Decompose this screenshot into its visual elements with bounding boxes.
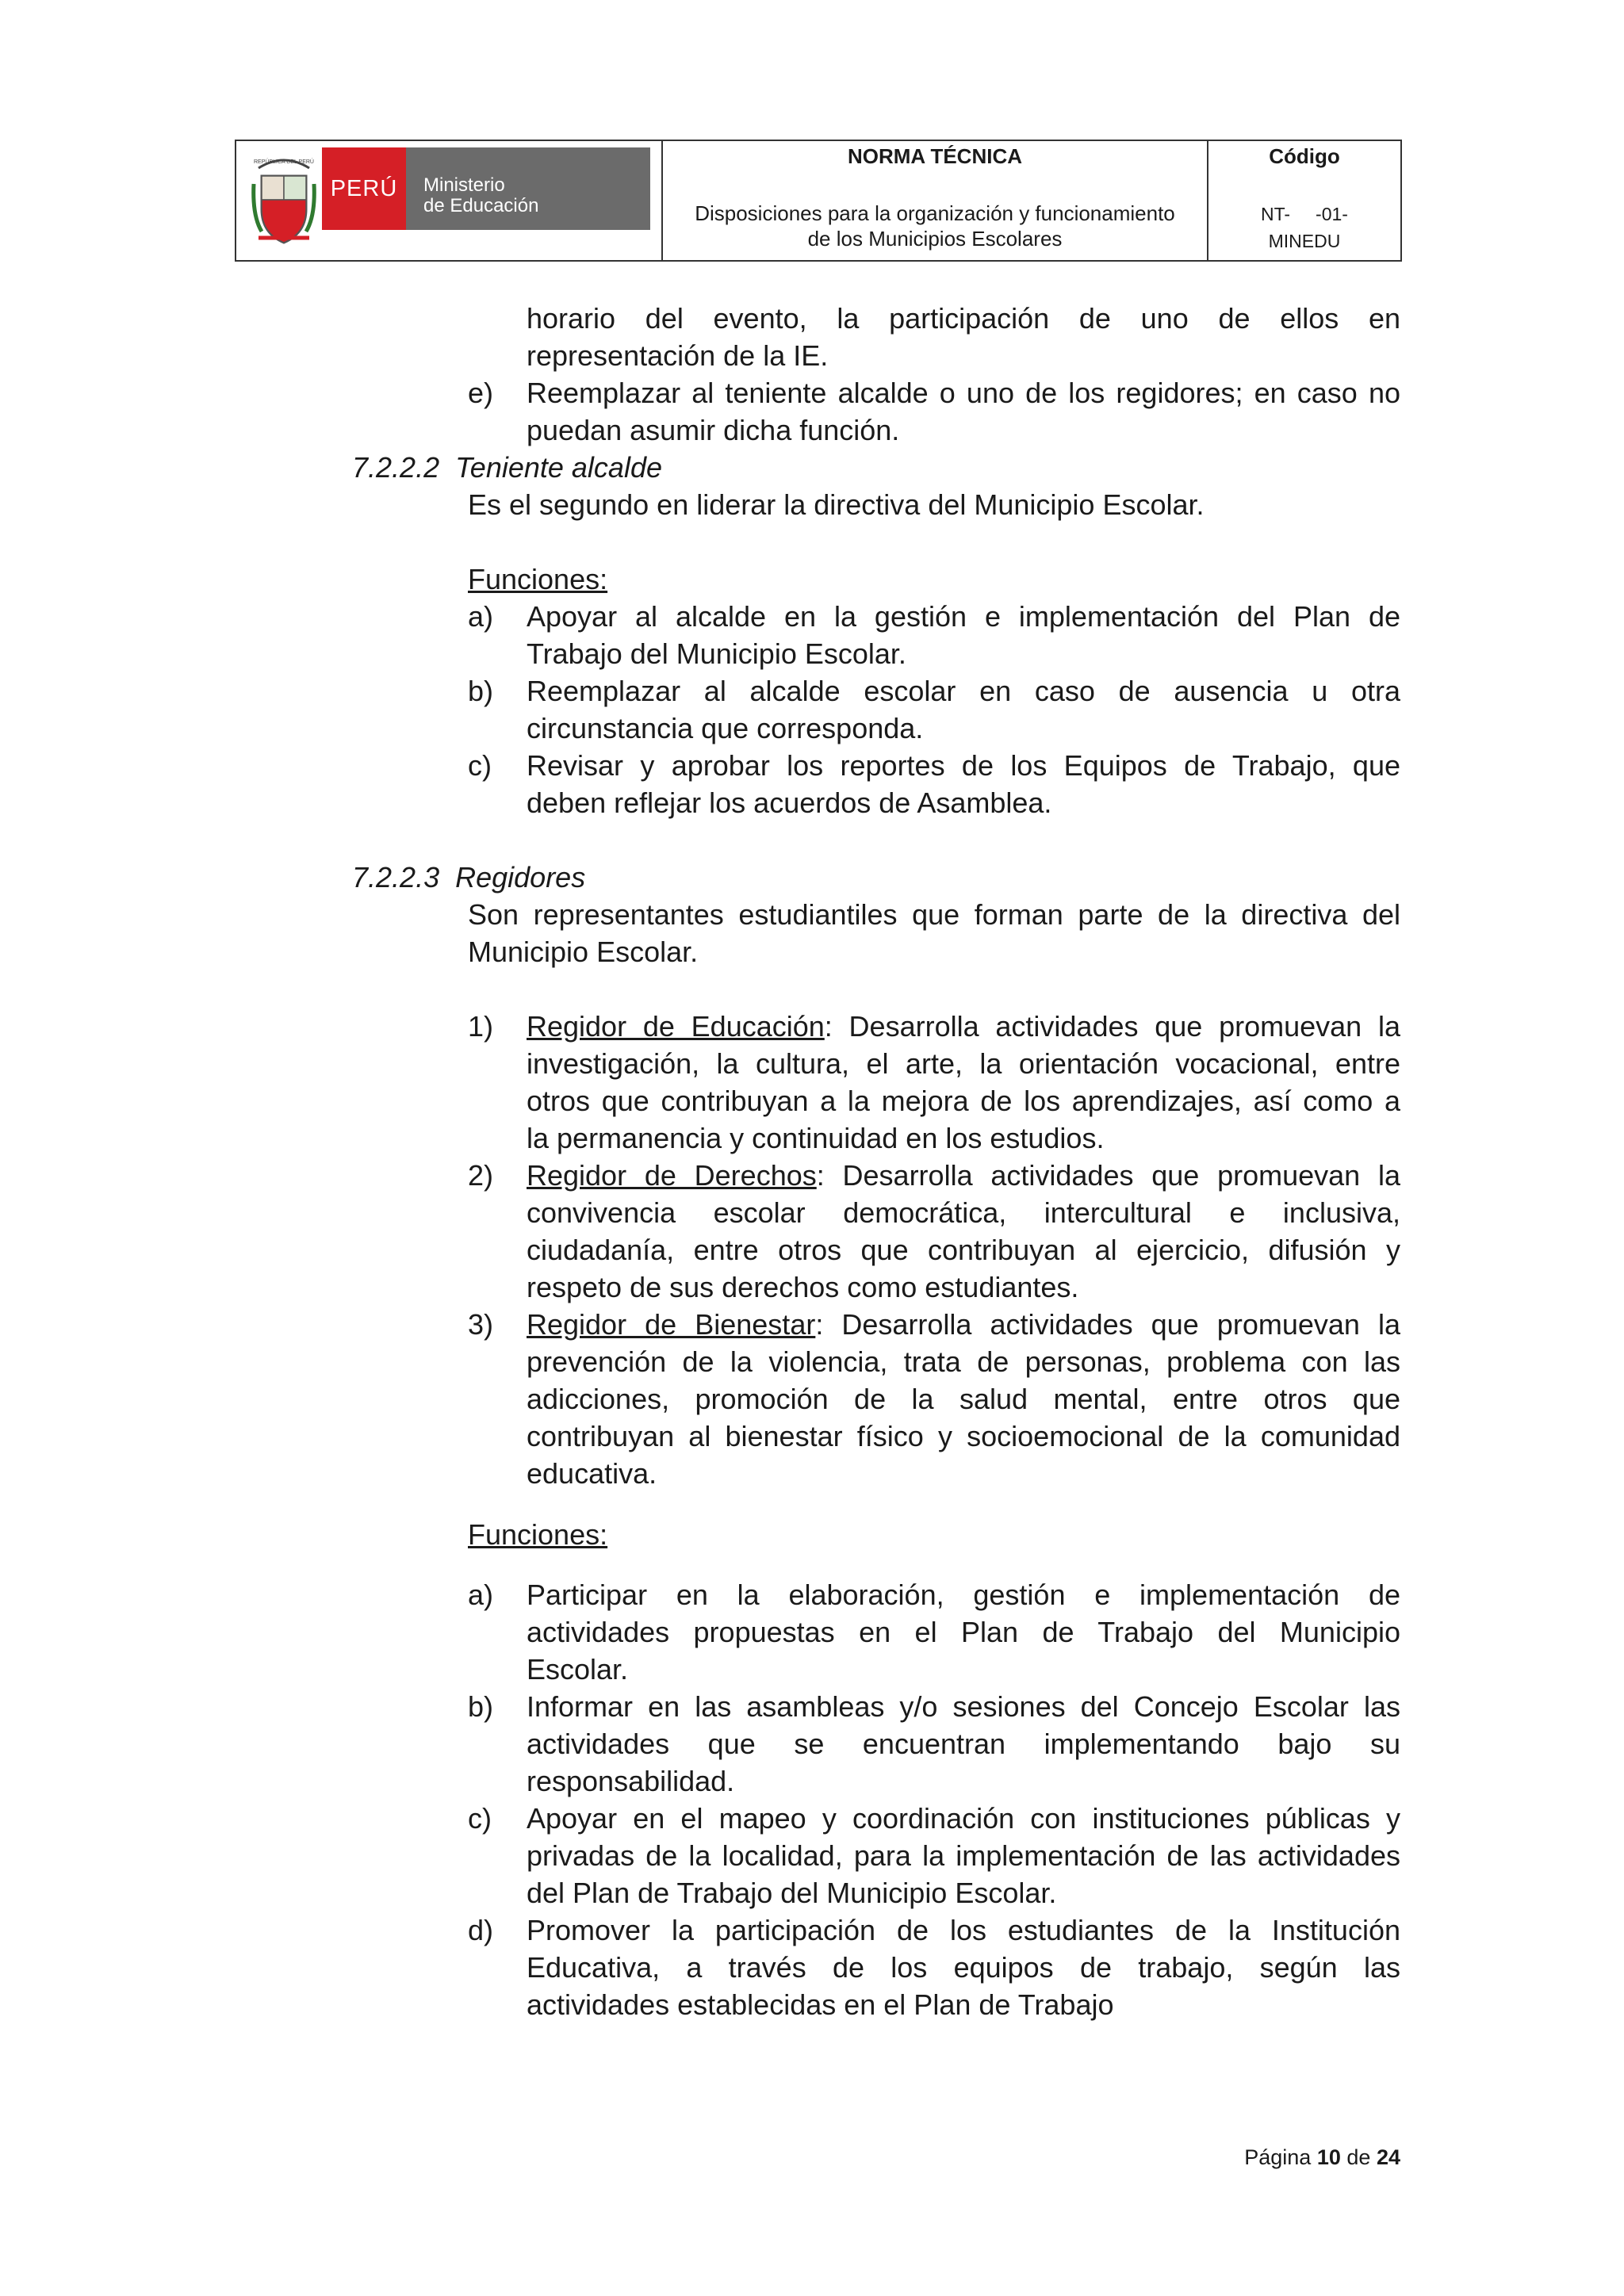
list-label: d) [468,1914,494,1946]
list-label: 3) [468,1308,494,1341]
functions-heading: Funciones: [468,563,608,595]
text-line [527,1157,1400,1194]
coat-of-arms-icon [251,152,317,251]
list-label: b) [468,1690,494,1723]
page-current: 10 [1316,2145,1341,2169]
logo-ministry-line-1: Ministerio [423,174,505,196]
text-line: otros que contribuyan a la mejora de los aprendizajes, así como a [527,1085,1400,1117]
norm-title: NORMA TÉCNICA [847,144,1023,168]
section-heading [352,859,585,896]
document-header [235,140,1402,262]
logo-cell [236,141,663,260]
regidor-name: Regidor de Derechos [527,1159,817,1192]
text-span: : Desarrolla actividades que promuevan la [824,1010,1400,1043]
text-line: actividades propuestas en el Plan de Trabajo del Municipio [527,1616,1400,1648]
text-line: deben reflejar los acuerdos de Asamblea. [527,786,1052,819]
text-line: Promover la participación de los estudiantes de la Institución [527,1914,1400,1946]
section-intro: Es el segundo en liderar la directiva del Municipio Escolar. [468,488,1205,521]
code-label: Código [1269,144,1340,168]
norm-subtitle-line-2: de los Municipios Escolares [807,227,1063,251]
ministry-logo-block [406,147,650,230]
text-line: circunstancia que corresponda. [527,712,924,744]
functions-heading: Funciones: [468,1518,608,1551]
logo-ministry-line-2: de Educación [423,195,539,216]
page-word: Página [1244,2145,1312,2169]
text-line: Participar en la elaboración, gestión e implementación de [527,1578,1400,1611]
text-line: Revisar y aprobar los reportes de los Equipos de Trabajo, que [527,749,1400,782]
text-line: ciudadanía, entre otros que contribuyan al ejercicio, difusión y [527,1234,1400,1266]
code-cell [1208,141,1400,260]
text-line: actividades que se encuentran implementando bajo su [527,1728,1400,1760]
regidor-name: Regidor de Bienestar [527,1308,816,1341]
text-line: Reemplazar al teniente alcalde o uno de los regidores; en caso no [527,377,1400,409]
text-line [527,1008,1400,1045]
text-line: Apoyar al alcalde en la gestión e implementación del Plan de [527,600,1400,633]
list-label: b) [468,675,494,707]
text-line: responsabilidad. [527,1765,735,1797]
text-line: actividades establecidas en el Plan de Trabajo [527,1988,1114,2021]
text-line: privadas de la localidad, para la implementación de las actividades [527,1839,1400,1872]
text-line: convivencia escolar democrática, intercultural e inclusiva, [527,1196,1400,1229]
of-word: de [1346,2145,1371,2169]
title-cell [663,141,1208,260]
text-line: horario del evento, la participación de uno de ellos en [527,302,1400,335]
page-total: 24 [1376,2145,1400,2169]
list-label: 2) [468,1159,494,1192]
text-line: representación de la IE. [527,339,829,372]
list-label: a) [468,1578,494,1611]
text-line: Apoyar en el mapeo y coordinación con instituciones públicas y [527,1802,1400,1835]
text-line: del Plan de Trabajo del Municipio Escolar. [527,1877,1057,1909]
list-label: e) [468,377,494,409]
text-line: Reemplazar al alcalde escolar en caso de ausencia u otra [527,675,1400,707]
text-line: Son representantes estudiantiles que forman parte de la directiva del [468,898,1400,931]
text-line: Informar en las asambleas y/o sesiones del Concejo Escolar las [527,1690,1400,1723]
text-span: : Desarrolla actividades que promuevan la [815,1308,1400,1341]
list-label: c) [468,1802,492,1835]
section-title: Teniente alcalde [455,451,662,484]
page-number [1237,2145,1400,2170]
svg-text:REPÚBLICA DEL PERÚ: REPÚBLICA DEL PERÚ [254,159,314,165]
text-line: contribuyan al bienestar físico y socioemocional de la comunidad [527,1420,1400,1452]
section-heading [352,449,662,486]
section-number: 7.2.2.3 [352,861,440,894]
list-label: a) [468,600,494,633]
text-line [527,1306,1400,1343]
text-line: Municipio Escolar. [468,936,699,968]
peru-logo-block [322,147,406,230]
text-line: puedan asumir dicha función. [527,414,900,446]
text-line: respeto de sus derechos como estudiantes. [527,1271,1079,1303]
text-line: educativa. [527,1457,657,1490]
text-line: Educativa, a través de los equipos de trabajo, según las [527,1951,1400,1984]
text-line: adicciones, promoción de la salud mental, entre otros que [527,1383,1400,1415]
code-value-line-2: MINEDU [1268,231,1341,251]
text-line: la permanencia y continuidad en los estudios. [527,1122,1105,1154]
list-label: 1) [468,1010,494,1043]
text-line: Trabajo del Municipio Escolar. [527,637,906,670]
section-number: 7.2.2.2 [352,451,440,484]
logo-country: PERÚ [330,175,398,201]
section-title: Regidores [455,861,586,894]
code-value-line-1: NT- -01- [1261,204,1348,224]
text-span: : Desarrolla actividades que promuevan la [816,1159,1400,1192]
text-line: prevención de la violencia, trata de personas, problema con las [527,1345,1400,1378]
norm-subtitle-line-1: Disposiciones para la organización y funcionamiento [695,201,1175,225]
regidor-name: Regidor de Educación [527,1010,825,1043]
text-line: investigación, la cultura, el arte, la orientación vocacional, entre [527,1047,1400,1080]
text-line: Escolar. [527,1653,629,1686]
list-label: c) [468,749,492,782]
